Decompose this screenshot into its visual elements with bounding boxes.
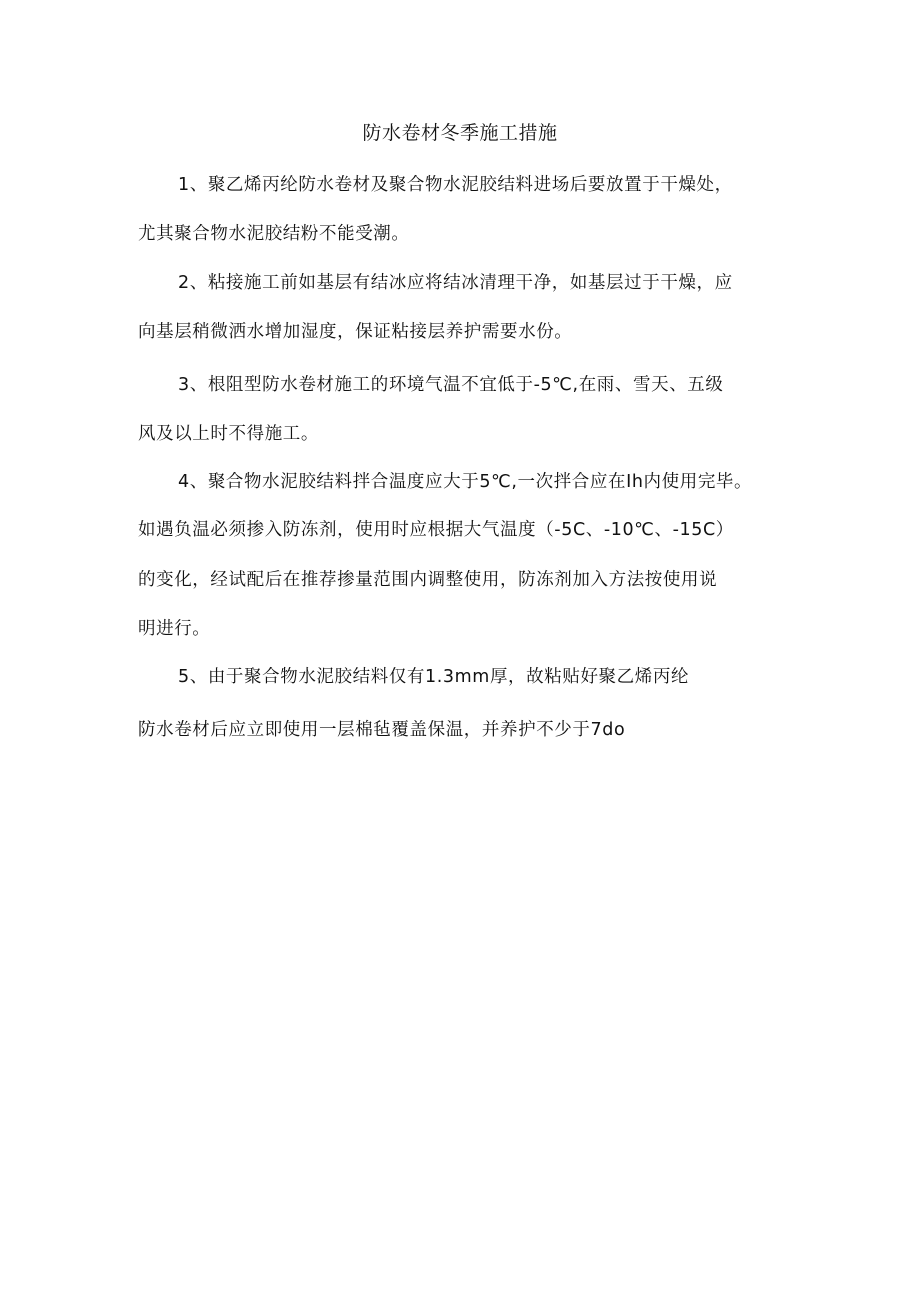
paragraph-3-line-2: 风及以上时不得施工。 — [138, 424, 319, 444]
paragraph-5-line-2: 防水卷材后应立即使用一层棉毡覆盖保温，并养护不少于7do — [138, 720, 626, 740]
paragraph-1-line-1: 1、聚乙烯丙纶防水卷材及聚合物水泥胶结料进场后要放置于干燥处， — [178, 175, 733, 195]
paragraph-2-line-2: 向基层稍微洒水增加湿度，保证粘接层养护需要水份。 — [138, 322, 573, 342]
paragraph-3-line-1: 3、根阻型防水卷材施工的环境气温不宜低于-5℃,在雨、雪天、五级 — [178, 375, 724, 395]
paragraph-4-line-1: 4、聚合物水泥胶结料拌合温度应大于5℃,一次拌合应在Ih内使用完毕。 — [178, 472, 753, 492]
paragraph-4-line-4: 明进行。 — [138, 619, 211, 639]
paragraph-1-line-2: 尤其聚合物水泥胶结粉不能受潮。 — [138, 224, 410, 244]
paragraph-5-line-1: 5、由于聚合物水泥胶结料仅有1.3mm厚，故粘贴好聚乙烯丙纶 — [178, 667, 690, 687]
paragraph-4-line-2: 如遇负温必须掺入防冻剂，使用时应根据大气温度（-5C、-10℃、-15C） — [138, 520, 734, 540]
document-title: 防水卷材冬季施工措施 — [362, 122, 558, 144]
paragraph-2-line-1: 2、粘接施工前如基层有结冰应将结冰清理干净，如基层过于干燥，应 — [178, 273, 733, 293]
paragraph-4-line-3: 的变化，经试配后在推荐掺量范围内调整使用，防冻剂加入方法按使用说 — [138, 570, 718, 590]
